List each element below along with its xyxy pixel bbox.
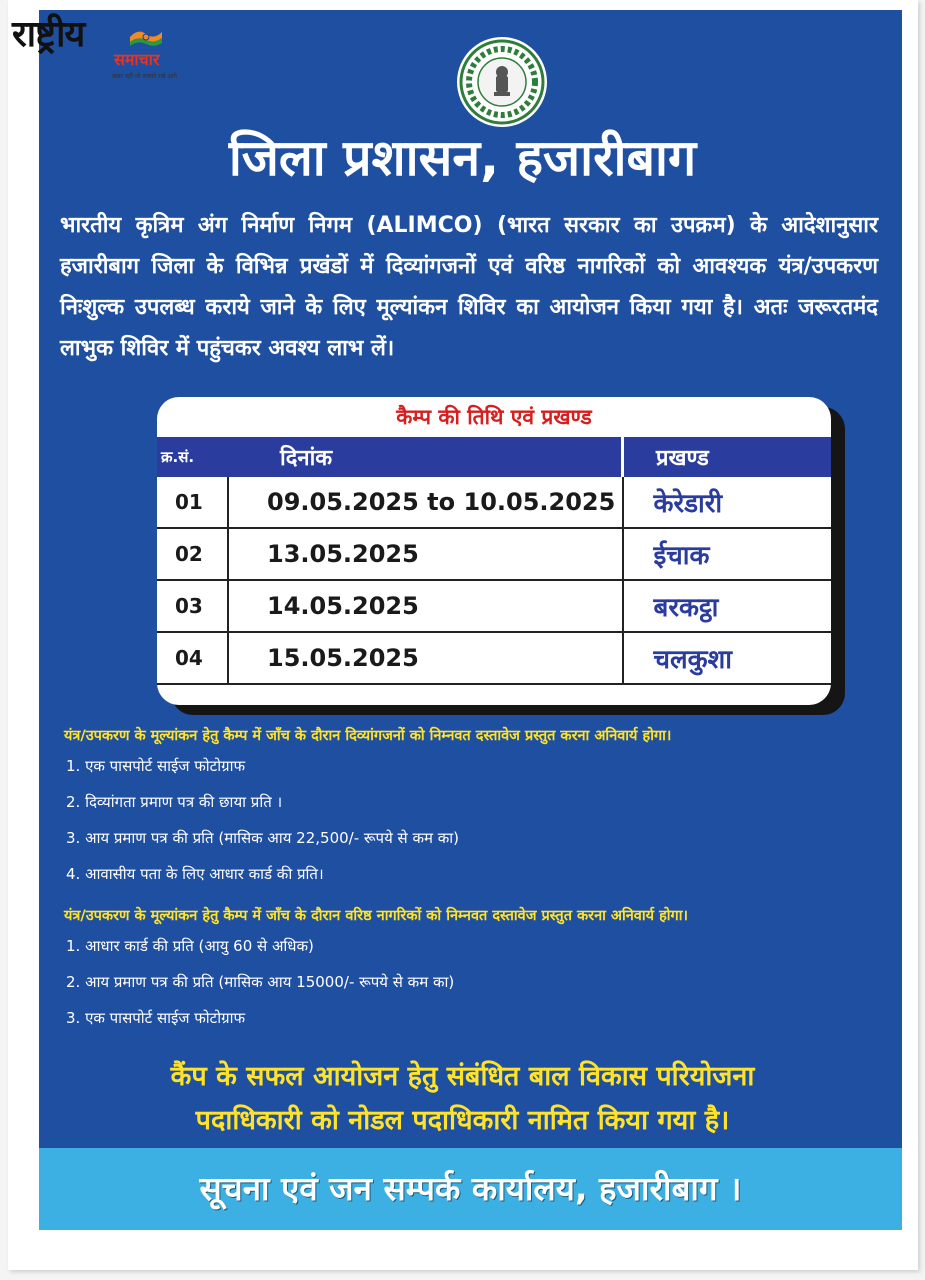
logo-name-main: राष्ट्रीय (12, 13, 85, 55)
table-row (157, 580, 831, 632)
table-row (157, 477, 831, 528)
row-serial: 04 (157, 632, 228, 684)
camp-schedule-table (157, 437, 831, 685)
row-block: केरेडारी (623, 477, 832, 528)
list-item: 3. आय प्रमाण पत्र की प्रति (मासिक आय 22,500/- रूपये से कम का) (66, 829, 459, 847)
camp-schedule-card (157, 397, 831, 705)
intro-paragraph: भारतीय कृत्रिम अंग निर्माण निगम (ALIMCO) (भारत सरकार का उपक्रम) के आदेशानुसार हजारीबाग जिला के विभिन्न प्रखंडों में दिव्यांगजनों एवं वरिष्ठ नागरिकों को आवश्यक यंत्र/उपकरण निःशुल्क उपलब्ध कराये जाने के लिए मूल्यांकन शिविर का आयोजन किया गया है। अतः जरूरतमंद लाभुक शिविर में पहुंचकर अवश्य लाभ लें। (60, 213, 878, 361)
senior-requirements-heading: यंत्र/उपकरण के मूल्यांकन हेतु कैम्प में जाँच के दौरान वरिष्ठ नागरिकों को निम्नवत दस्तावेज प्रस्तुत करना अनिवार्य होगा। (64, 908, 688, 924)
page-title: जिला प्रशासन, हजारीबाग (228, 129, 697, 187)
list-item: 3. एक पासपोर्ट साईज फोटोग्राफ (66, 1009, 246, 1027)
list-item: 1. एक पासपोर्ट साईज फोटोग्राफ (66, 757, 246, 775)
divyang-requirements-heading: यंत्र/उपकरण के मूल्यांकन हेतु कैम्प में जाँच के दौरान दिव्यांगजनों को निम्नवत दस्तावेज प्रस्तुत करना अनिवार्य होगा। (64, 728, 672, 744)
header-date: दिनांक (228, 437, 623, 477)
list-item: 2. दिव्यांगता प्रमाण पत्र की छाया प्रति । (66, 793, 283, 811)
row-date: 09.05.2025 to 10.05.2025 (228, 477, 623, 528)
divyang-requirements-list (66, 748, 866, 892)
row-date: 15.05.2025 (228, 632, 623, 684)
senior-requirements-list (66, 928, 866, 1036)
flag-icon (130, 28, 162, 46)
newspaper-logo (12, 8, 202, 78)
row-date: 13.05.2025 (228, 528, 623, 580)
table-row (157, 528, 831, 580)
logo-name-sub: समाचार (114, 50, 160, 69)
header-block: प्रखण्ड (623, 437, 832, 477)
row-serial: 03 (157, 580, 228, 632)
row-serial: 01 (157, 477, 228, 528)
footer-office-name: सूचना एवं जन सम्पर्क कार्यालय, हजारीबाग । (199, 1169, 742, 1208)
row-block: ईचाक (623, 528, 832, 580)
closing-line-1: कैंप के सफल आयोजन हेतु संबंधित बाल विकास परियोजना (170, 1061, 755, 1092)
list-item: 2. आय प्रमाण पत्र की प्रति (मासिक आय 15000/- रूपये से कम का) (66, 973, 455, 991)
row-date: 14.05.2025 (228, 580, 623, 632)
list-item: 1. आधार कार्ड की प्रति (आयु 60 से अधिक) (66, 937, 314, 955)
row-block: बरकट्ठा (623, 580, 832, 632)
page-sheet (8, 0, 918, 1270)
closing-note (31, 1055, 894, 1143)
list-item: 4. आवासीय पता के लिए आधार कार्ड की प्रति। (66, 865, 324, 883)
row-serial: 02 (157, 528, 228, 580)
camp-table-heading: कैम्प की तिथि एवं प्रखण्ड (396, 405, 592, 429)
table-header-row (157, 437, 831, 477)
footer-bar (39, 1148, 902, 1230)
closing-line-2: पदाधिकारी को नोडल पदाधिकारी नामित किया गया है। (195, 1105, 730, 1136)
jharkhand-emblem-icon (456, 36, 548, 128)
table-row (157, 632, 831, 684)
header-serial: क्र.सं. (157, 437, 228, 477)
row-block: चलकुशा (623, 632, 832, 684)
logo-tagline: खबर वहीं जो सबको रखे आगे (112, 73, 177, 80)
